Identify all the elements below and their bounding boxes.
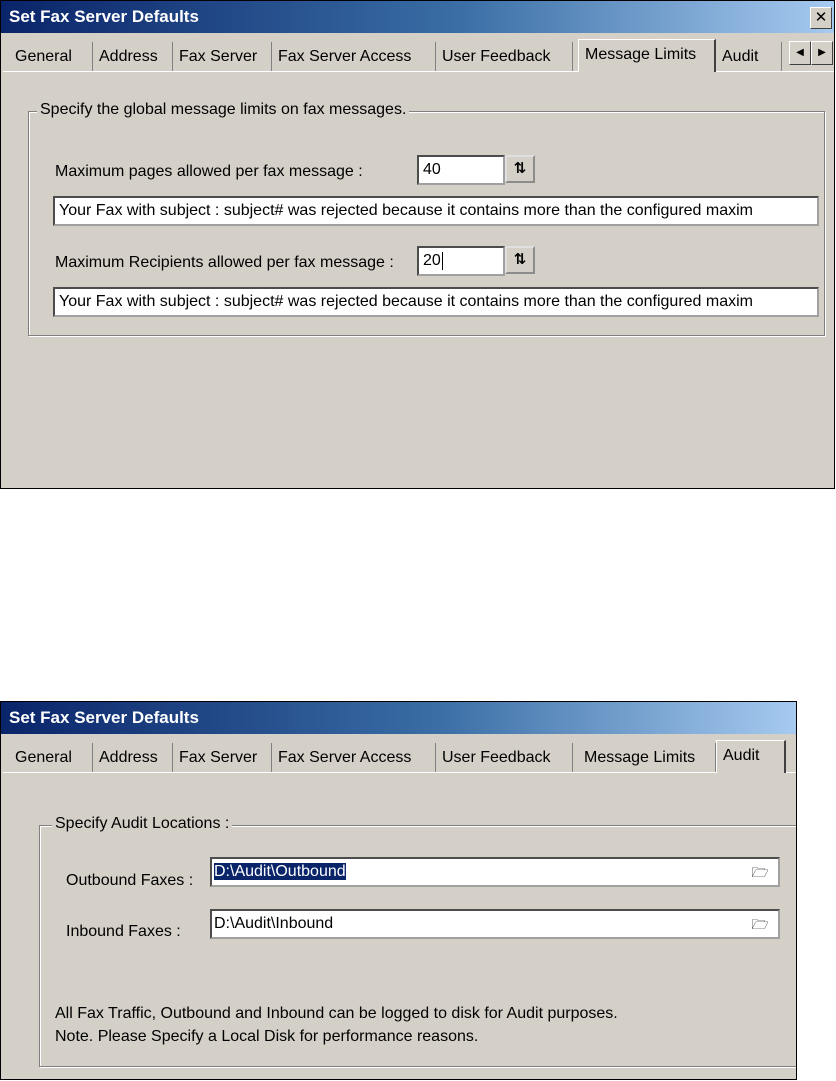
outbound-faxes-label: Outbound Faxes : (66, 872, 194, 889)
outbound-faxes-input[interactable] (210, 857, 780, 887)
inbound-faxes-label: Inbound Faxes : (66, 923, 181, 940)
tab-fax-server-access[interactable]: Fax Server Access (272, 42, 436, 71)
max-recipients-message-field[interactable]: Your Fax with subject : subject# was rejected because it contains more than the configured maxim (53, 287, 819, 317)
folder-browse-icon[interactable]: 🗁 (751, 916, 769, 932)
audit-note-line1: All Fax Traffic, Outbound and Inbound can be logged to disk for Audit purposes. (55, 1005, 618, 1022)
tab-fax-server[interactable]: Fax Server (173, 42, 272, 71)
tab-message-limits[interactable]: Message Limits (578, 743, 716, 772)
tab-fax-server-access[interactable]: Fax Server Access (272, 743, 436, 772)
scroll-left-icon[interactable]: ◀ (789, 41, 811, 65)
tab-audit[interactable]: Audit (716, 42, 782, 71)
close-icon[interactable]: ✕ (810, 7, 832, 29)
max-recipients-value: 20 (423, 252, 441, 269)
outbound-path-value: D:\Audit\Outbound (214, 863, 346, 880)
group-title: Specify the global message limits on fax messages. (37, 101, 409, 119)
max-recipients-input[interactable] (417, 246, 505, 276)
tab-message-limits[interactable]: Message Limits (578, 39, 716, 72)
audit-dialog (0, 701, 797, 1080)
text-caret (442, 252, 443, 270)
audit-note-line2: Note. Please Specify a Local Disk for performance reasons. (55, 1028, 479, 1045)
tab-strip (9, 39, 834, 71)
audit-locations-group (39, 815, 797, 1067)
dialog-titlebar[interactable] (1, 702, 796, 734)
dialog-titlebar[interactable] (1, 1, 834, 33)
tab-strip (9, 740, 796, 772)
tab-audit[interactable]: Audit (716, 740, 786, 773)
tab-fax-server[interactable]: Fax Server (173, 743, 272, 772)
message-limits-dialog (0, 0, 835, 489)
max-pages-label: Maximum pages allowed per fax message : (55, 163, 363, 180)
tab-user-feedback[interactable]: User Feedback (436, 42, 573, 71)
scroll-right-icon[interactable]: ▶ (811, 41, 833, 65)
tab-general[interactable]: General (9, 743, 93, 772)
tab-divider (3, 772, 796, 773)
tab-general[interactable]: General (9, 42, 93, 71)
tab-address[interactable]: Address (93, 743, 173, 772)
max-pages-message-field[interactable]: Your Fax with subject : subject# was rejected because it contains more than the configured maxim (53, 196, 819, 226)
spin-icon[interactable]: ⇅ (505, 246, 535, 274)
message-limits-group (28, 101, 825, 336)
folder-browse-icon[interactable]: 🗁 (751, 864, 769, 880)
max-pages-input[interactable]: 40 (417, 155, 505, 185)
max-recipients-label: Maximum Recipients allowed per fax message : (55, 254, 394, 271)
inbound-faxes-input[interactable]: D:\Audit\Inbound (210, 909, 780, 939)
group-title: Specify Audit Locations : (52, 815, 232, 833)
tab-address[interactable]: Address (93, 42, 173, 71)
dialog-title: Set Fax Server Defaults (9, 7, 199, 26)
dialog-title: Set Fax Server Defaults (9, 708, 199, 727)
tab-user-feedback[interactable]: User Feedback (436, 743, 573, 772)
spin-icon[interactable]: ⇅ (505, 155, 535, 183)
